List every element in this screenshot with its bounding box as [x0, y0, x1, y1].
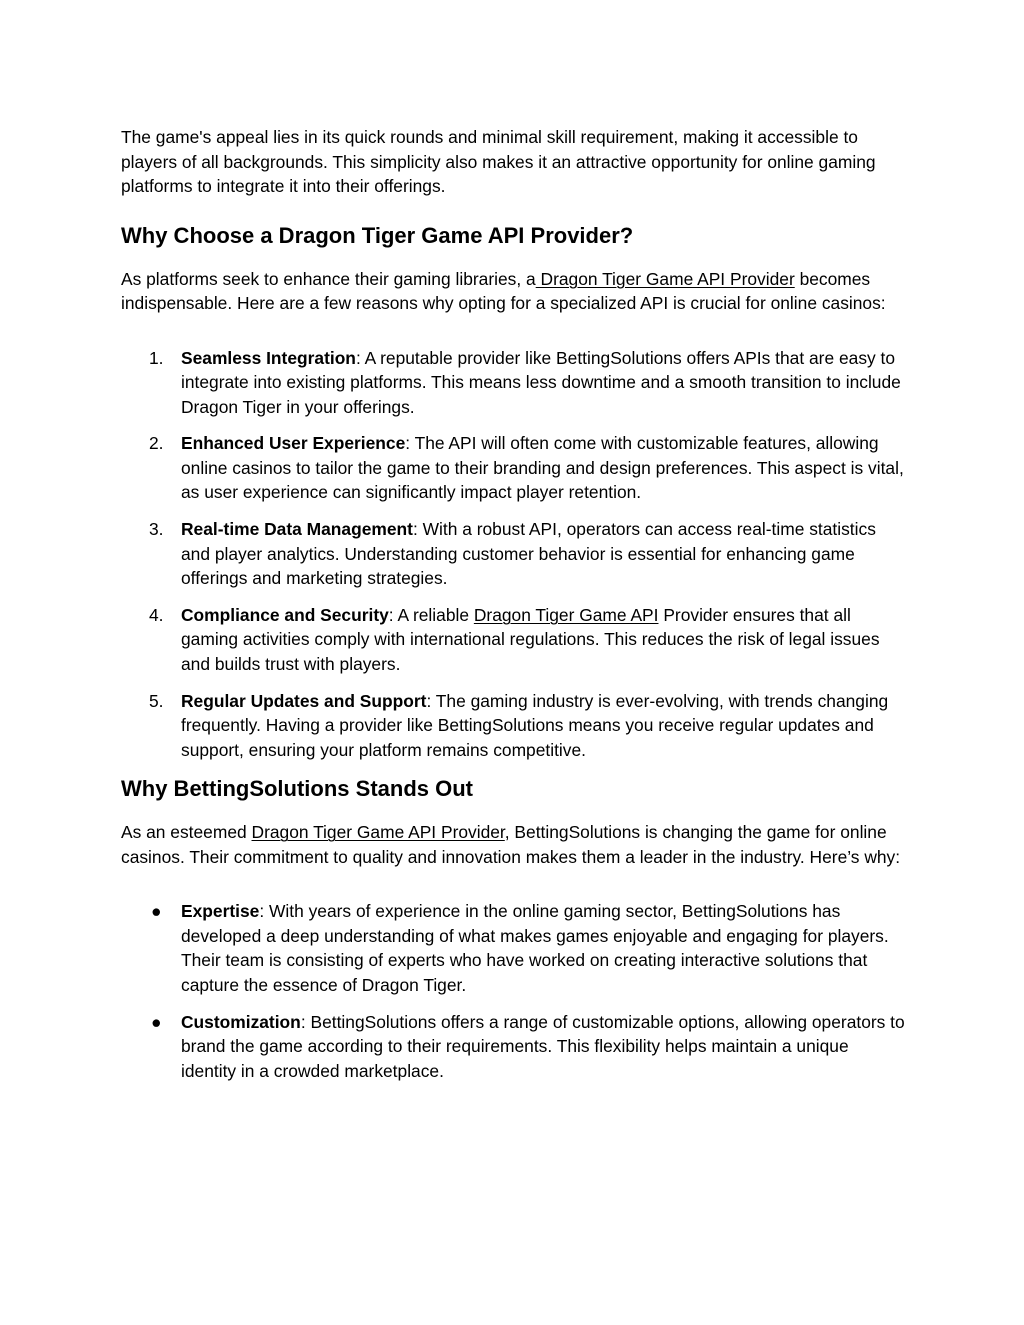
lead-text-after: , BettingSolutions is changing the game for online casinos. Their commitment to quality and innovation makes them a leader in the industry. Here’s why:: [121, 822, 901, 867]
list-item-text: : With a robust API, operators can access real-time statistics and player analytics. Understanding customer behavior is essential for enhancing game offerings and marketing strategies.: [181, 519, 876, 589]
section-heading-stands-out: Why BettingSolutions Stands Out: [121, 776, 473, 802]
list-item-text-before: : A reliable: [388, 604, 474, 625]
document-page: [121, 125, 906, 1096]
list-item-text-after: Provider ensures that all gaming activities comply with international regulations. This reduces the risk of legal issues and builds trust with players.: [181, 604, 880, 674]
list-item-text: : A reputable provider like BettingSolutions offers APIs that are easy to integrate into existing platforms. This means less downtime and a smooth transition to include Dragon Tiger in your offerings.: [181, 347, 901, 417]
list-item: [121, 899, 906, 997]
list-item-text: : The gaming industry is ever-evolving, with trends changing frequently. Having a provider like BettingSolutions means you receive regular updates and support, ensuring your platform remains competitive.: [181, 690, 889, 760]
reasons-numbered-list: [121, 346, 906, 763]
list-number: 3.: [149, 519, 164, 540]
dragon-tiger-game-api-link[interactable]: Dragon Tiger Game API: [473, 604, 659, 625]
list-item-text: : With years of experience in the online gaming sector, BettingSolutions has developed a deep understanding of what makes games enjoyable and engaging for players. Their team is consisting of experts who have worked on creating interactive solutions that capture the essence of Dragon Tiger.: [181, 901, 889, 995]
bullet-icon: ●: [151, 1011, 162, 1032]
list-item: [121, 603, 906, 677]
lead-text-before: As an esteemed: [121, 822, 252, 843]
list-item-title: Regular Updates and Support: [181, 690, 427, 711]
list-number: 5.: [149, 690, 164, 711]
list-item: [121, 431, 906, 505]
list-item-title: Enhanced User Experience: [181, 433, 406, 454]
lead-text-before: As platforms seek to enhance their gaming libraries, a: [121, 268, 536, 289]
list-item-title: Expertise: [181, 901, 260, 922]
lead-text-after: becomes indispensable. Here are a few reasons why opting for a specialized API is crucial for online casinos:: [121, 268, 886, 313]
list-item: [121, 346, 906, 420]
list-number: 2.: [149, 433, 164, 454]
intro-paragraph: The game's appeal lies in its quick rounds and minimal skill requirement, making it accessible to players of all backgrounds. This simplicity also makes it an attractive opportunity for online gaming platforms to integrate it into their offerings.: [121, 127, 876, 196]
bullet-icon: ●: [151, 901, 162, 922]
list-item-text: : The API will often come with customizable features, allowing online casinos to tailor the game to their branding and design preferences. This aspect is vital, as user experience can significantly impact player retention.: [181, 433, 904, 503]
list-number: 4.: [149, 604, 164, 625]
list-item: [121, 689, 906, 763]
list-item-title: Seamless Integration: [181, 347, 356, 368]
list-number: 1.: [149, 347, 164, 368]
section1-lead-paragraph: [121, 267, 906, 316]
list-item: [121, 517, 906, 591]
dragon-tiger-api-provider-link[interactable]: Dragon Tiger Game API Provider: [535, 268, 795, 289]
list-item: [121, 1010, 906, 1084]
list-item-title: Compliance and Security: [181, 604, 389, 625]
list-item-title: Customization: [181, 1011, 301, 1032]
section2-lead-paragraph: [121, 820, 906, 869]
dragon-tiger-api-provider-link-2[interactable]: Dragon Tiger Game API Provider: [251, 822, 505, 843]
list-item-text: : BettingSolutions offers a range of customizable options, allowing operators to brand the game according to their requirements. This flexibility helps maintain a unique identity in a crowded marketplace.: [181, 1011, 905, 1081]
list-item-title: Real-time Data Management: [181, 519, 413, 540]
features-bullet-list: [121, 899, 906, 1083]
section-heading-why-choose: Why Choose a Dragon Tiger Game API Provider?: [121, 222, 634, 248]
